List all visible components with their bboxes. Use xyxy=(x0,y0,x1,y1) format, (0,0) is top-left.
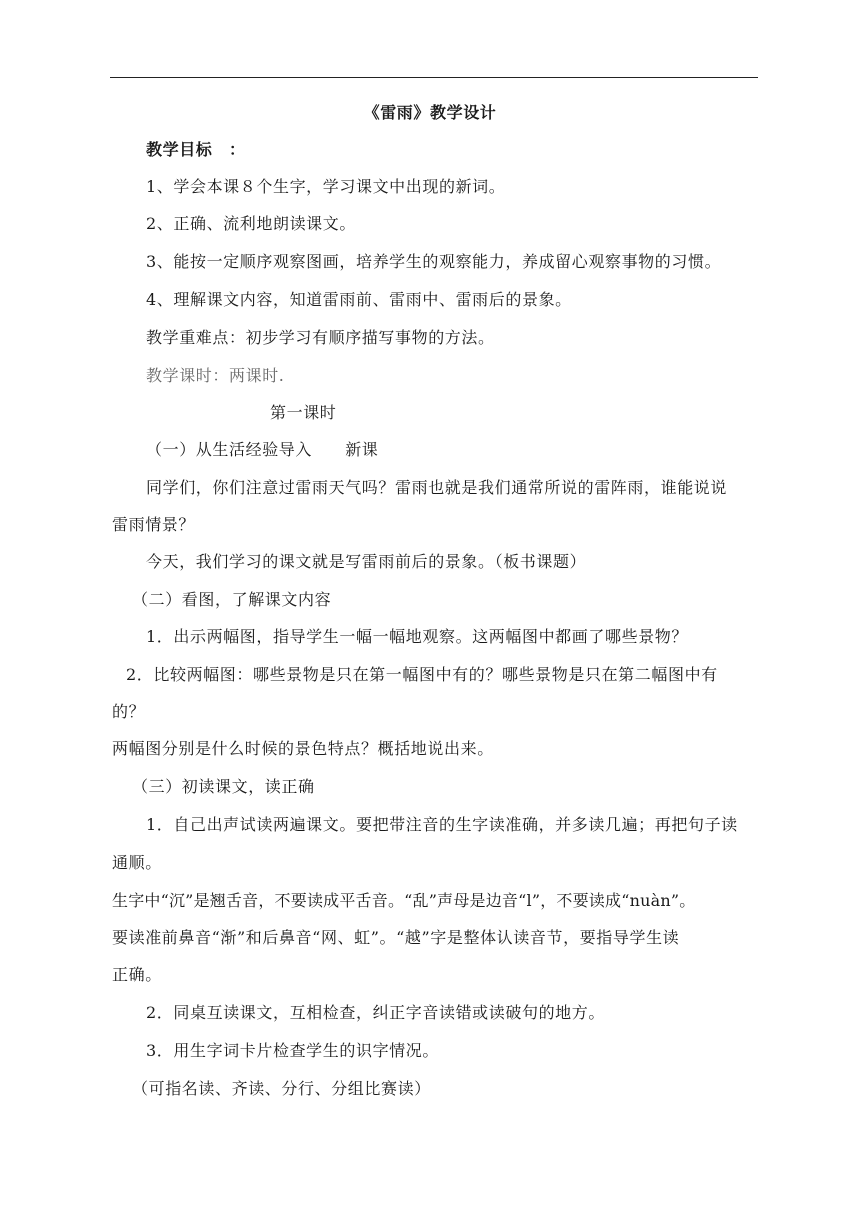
key-point: 教学重难点：初步学习有顺序描写事物的方法。 xyxy=(146,328,495,347)
section1-para1-line2: 雷雨情景？ xyxy=(112,515,196,534)
section1-heading: （一）从生活经验导入 新课 xyxy=(146,440,379,459)
section3-item2: 2．同桌互读课文，互相检查，纠正字音读错或读破句的地方。 xyxy=(146,1003,605,1022)
goal-item-3: 3、能按一定顺序观察图画，培养学生的观察能力，养成留心观察事物的习惯。 xyxy=(146,252,722,271)
goal-item-1: 1、学会本课８个生字，学习课文中出现的新词。 xyxy=(146,177,506,196)
goal-item-4: 4、理解课文内容，知道雷雨前、雷雨中、雷雨后的景象。 xyxy=(146,290,572,309)
first-lesson-heading: 第一课时 xyxy=(270,403,337,422)
section3-item1-line2: 通顺。 xyxy=(112,853,162,872)
header-rule xyxy=(110,77,758,78)
section3-item1-line1: 1．自己出声试读两遍课文。要把带注音的生字读准确，并多读几遍；再把句子读 xyxy=(146,815,738,834)
section2-item3: 两幅图分别是什么时候的景色特点？概括地说出来。 xyxy=(112,739,494,758)
section3-note-line3: 正确。 xyxy=(112,965,162,984)
section1-para2: 今天，我们学习的课文就是写雷雨前后的景象。（板书课题） xyxy=(146,552,587,571)
section2-item2-line1: 2．比较两幅图：哪些景物是只在第一幅图中有的？哪些景物是只在第二幅图中有 xyxy=(126,665,718,684)
goals-heading: 教学目标 ： xyxy=(146,140,246,159)
section3-note-line1: 生字中“沉”是翘舌音，不要读成平舌音。“乱”声母是边音“l”，不要读成“nuàn”。 xyxy=(112,891,696,910)
page-title: 《雷雨》教学设计 xyxy=(363,103,497,122)
section3-item4: （可指名读、齐读、分行、分组比赛读） xyxy=(132,1079,431,1098)
section2-item2-line2: 的？ xyxy=(112,702,146,721)
section2-heading: （二）看图，了解课文内容 xyxy=(132,590,332,609)
section3-note-line2: 要读准前鼻音“渐”和后鼻音“网、虹”。“越”字是整体认读音节，要指导学生读 xyxy=(112,928,680,947)
section2-item1: 1．出示两幅图，指导学生一幅一幅地观察。这两幅图中都画了哪些景物？ xyxy=(146,627,688,646)
goal-item-2: 2、正确、流利地朗读课文。 xyxy=(146,214,356,233)
lesson-hours: 教学课时：两课时. xyxy=(146,366,285,385)
section3-item3: 3．用生字词卡片检查学生的识字情况。 xyxy=(146,1041,439,1060)
section3-heading: （三）初读课文，读正确 xyxy=(132,777,315,796)
section1-para1-line1: 同学们，你们注意过雷雨天气吗？雷雨也就是我们通常所说的雷阵雨，谁能说说 xyxy=(146,478,728,497)
